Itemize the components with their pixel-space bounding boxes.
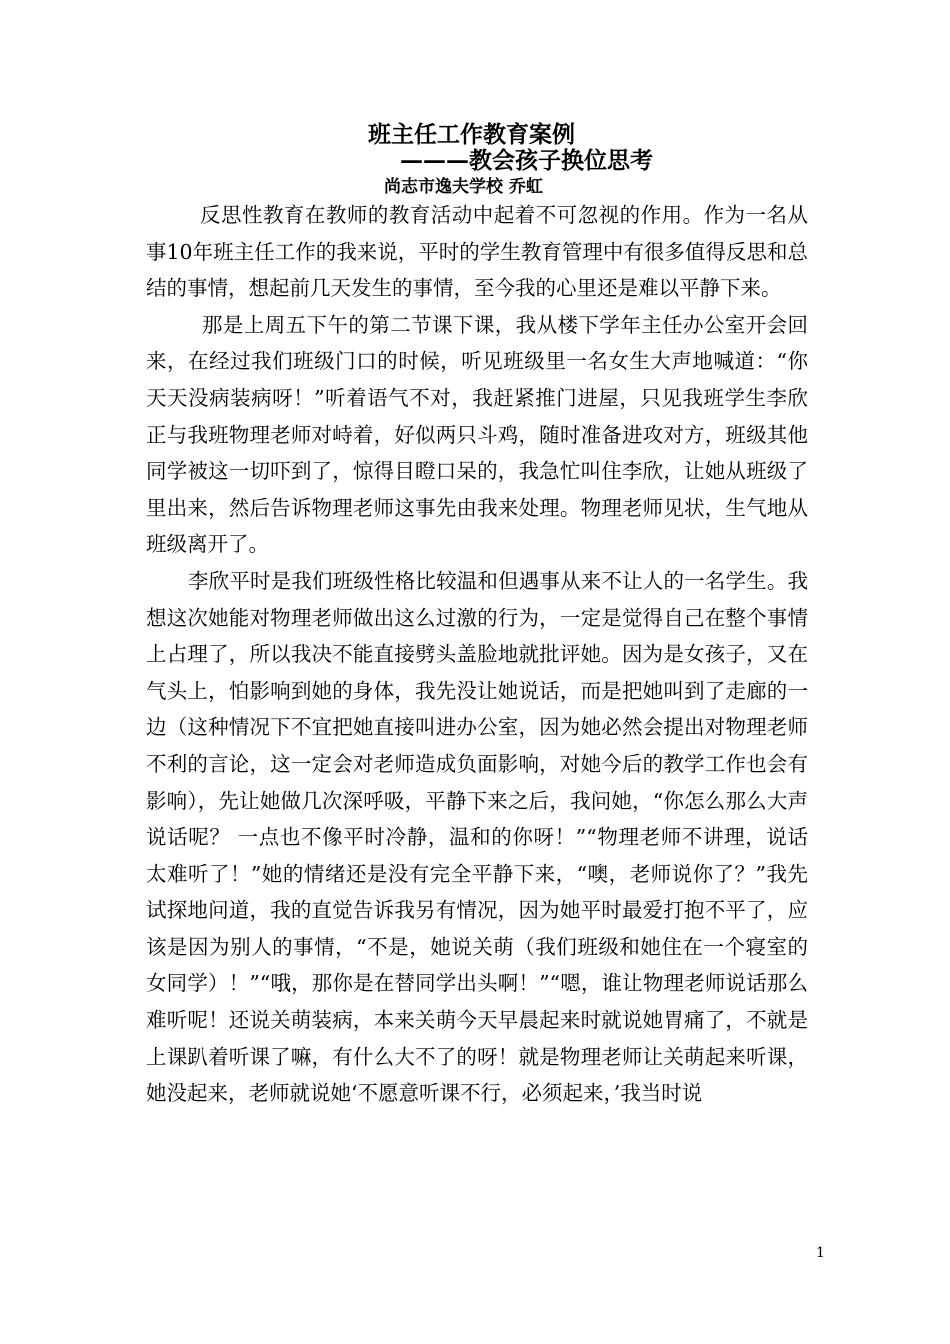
document-body — [146, 197, 808, 1112]
document-author: 尚志市逸夫学校 乔虹 — [384, 177, 543, 197]
document-title: 班主任工作教育案例 — [368, 121, 575, 148]
paragraph-2: 那是上周五下午的第二节课下课，我从楼下学年主任办公室开会回来，在经过我们班级门口的时候，听见班级里一名女生大声地喊道：“你天天没病装病呀！”听着语气不对，我赶紧推门进屋，只见我班学生李欣正与我班物理老师对峙着，好似两只斗鸡，随时准备进攻对方，班级其他同学被这一切吓到了，惊得目瞪口呆的，我急忙叫住李欣，让她从班级了里出来，然后告诉物理老师这事先由我来处理。物理老师见状，生气地从班级离开了。 — [146, 312, 808, 557]
document-subtitle: ———教会孩子换位思考 — [400, 147, 653, 174]
paragraph-1: 反思性教育在教师的教育活动中起着不可忽视的作用。作为一名从事10年班主任工作的我来说，平时的学生教育管理中有很多值得反思和总结的事情，想起前几天发生的事情，至今我的心里还是难以平静下来。 — [146, 203, 808, 301]
page-number: 1 — [816, 1245, 825, 1261]
paragraph-3: 李欣平时是我们班级性格比较温和但遇事从来不让人的一名学生。我想这次她能对物理老师做出这么过激的行为，一定是觉得自己在整个事情上占理了，所以我决不能直接劈头盖脸地就批评她。因为是女孩子，又在气头上，怕影响到她的身体，我先没让她说话，而是把她叫到了走廊的一边（这种情况下不宜把她直接叫进办公室，因为她必然会提出对物理老师不利的言论，这一定会对老师造成负面影响，对她今后的教学工作也会有影响），先让她做几次深呼吸，平静下来之后，我问她，“你怎么那么大声说话呢？ 一点也不像平时冷静，温和的你呀！”“物理老师不讲理，说话太难听了！”她的情绪还是没有完全平静下来，“噢，老师说你了？”我先试探地问道，我的直觉告诉我另有情况，因为她平时最爱打抱不平了，应该是因为别人的事情，“不是，她说关萌（我们班级和她住在一个寝室的女同学）！”“哦，那你是在替同学出头啊！”“嗯，谁让物理老师说话那么难听呢！还说关萌装病，本来关萌今天早晨起来时就说她胃痛了，不就是上课趴着听课了嘛，有什么大不了的呀！就是物理老师让关萌起来听课，她没起来，老师就说她‘不愿意听课不行，必须起来，’我当时说 — [146, 568, 808, 1106]
